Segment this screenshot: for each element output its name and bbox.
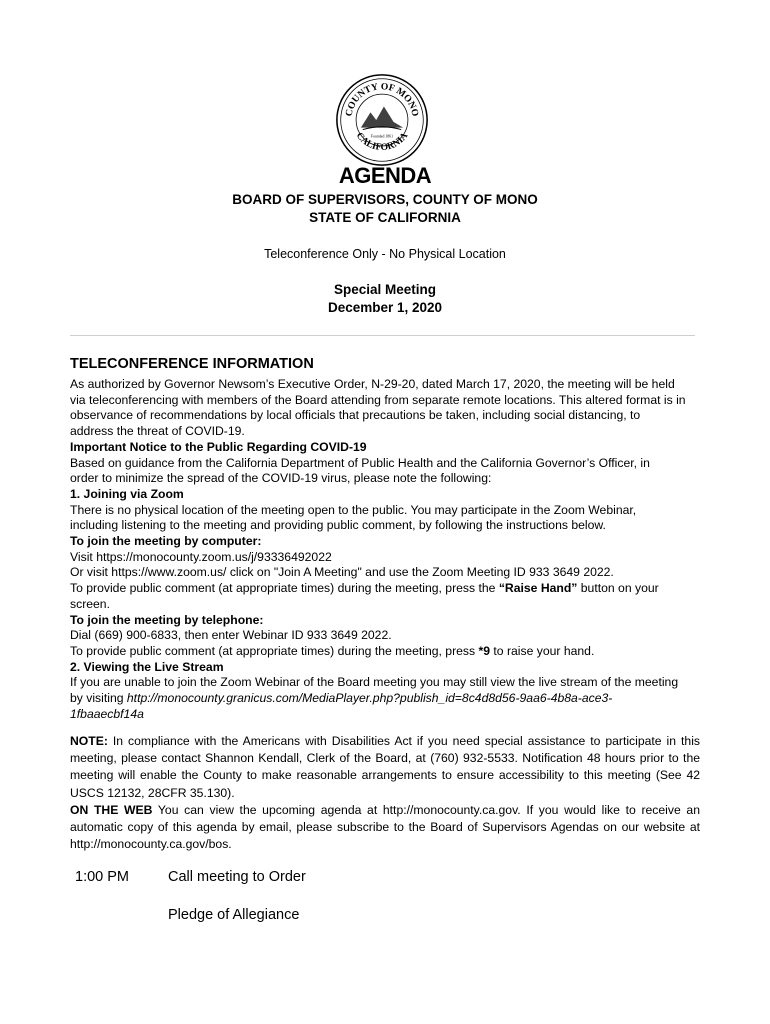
notice-heading: Important Notice to the Public Regarding COVID-19	[70, 439, 367, 454]
notice-line: order to minimize the spread of the COVID-19 virus, please note the following:	[70, 471, 492, 486]
notice-line: Based on guidance from the California Department of Public Health and the California Governor’s Officer, in	[70, 455, 650, 470]
section-heading-teleconference: TELECONFERENCE INFORMATION	[70, 356, 314, 372]
stream-link-pre: by visiting	[70, 691, 127, 706]
page-title: AGENDA	[338, 163, 432, 188]
stream-link-tail[interactable]: 1fbaaecbf14a	[70, 706, 144, 721]
meeting-location: Teleconference Only - No Physical Location	[264, 247, 506, 261]
zoom-alt-text: Or visit https://www.zoom.us/ click on "Join A Meeting" and use the Zoom Meeting ID 933 3649 2022.	[70, 565, 614, 580]
web-note	[70, 802, 700, 854]
teleconference-body	[70, 377, 700, 722]
intro-line: observance of recommendations by local officials that precautions be taken, including social distancing, to	[70, 408, 641, 423]
zoom-heading: 1. Joining via Zoom	[70, 486, 184, 501]
raise-hand-label: “Raise Hand”	[498, 581, 578, 596]
meeting-date: December 1, 2020	[327, 300, 443, 315]
phone-comment-post: to raise your hand.	[490, 643, 595, 658]
agenda-time: 1:00 PM	[75, 869, 129, 885]
computer-comment	[70, 581, 700, 597]
phone-comment-pre: To provide public comment (at appropriate times) during the meeting, press	[70, 643, 479, 658]
state-name: STATE OF CALIFORNIA	[309, 210, 461, 225]
stream-heading: 2. Viewing the Live Stream	[70, 659, 224, 674]
agenda-item-call-to-order: Call meeting to Order	[168, 869, 306, 885]
web-label: ON THE WEB	[70, 802, 153, 817]
computer-comment-post: button on your	[577, 581, 659, 596]
county-seal-logo	[334, 72, 430, 168]
divider	[70, 335, 695, 336]
zoom-line: There is no physical location of the meeting open to the public. You may participate in the Zoom Webinar,	[70, 502, 637, 517]
agenda-item-pledge: Pledge of Allegiance	[168, 907, 300, 923]
star-nine-label: *9	[478, 643, 491, 658]
svg-text:CALIFORNIA: CALIFORNIA	[353, 130, 411, 154]
intro-line: address the threat of COVID-19.	[70, 424, 245, 439]
board-name: BOARD OF SUPERVISORS, COUNTY OF MONO	[232, 192, 538, 207]
meeting-type: Special Meeting	[333, 282, 437, 297]
computer-comment-pre: To provide public comment (at appropriate times) during the meeting, press the	[70, 581, 499, 596]
notes-section	[70, 733, 700, 853]
note-text: In compliance with the Americans with Disabilities Act if you need special assistance to participate in this meeting, please contact Shannon Kendall, Clerk of the Board, at (760) 932-5533. Notification 48 hours prior to the meeting will enable the County to make reasonable arrangements to ensure accessibility to this meeting (See 42 USCS 12132, 28CFR 35.130).	[70, 734, 700, 800]
intro-line: As authorized by Governor Newsom’s Executive Order, N-29-20, dated March 17, 2020, the meeting will be held	[70, 377, 675, 391]
svg-text:COUNTY OF MONO: COUNTY OF MONO	[343, 81, 421, 118]
web-text: You can view the upcoming agenda at http://monocounty.ca.gov. If you would like to receive an automatic copy of this agenda by email, please subscribe to the Board of Supervisors Agendas on our website at http://monocounty.ca.gov/bos.	[70, 802, 700, 852]
phone-comment	[70, 644, 700, 660]
phone-heading: To join the meeting by telephone:	[70, 612, 264, 627]
intro-line: via teleconferencing with members of the Board attending from separate remote locations. This altered format is in	[70, 392, 686, 407]
stream-link[interactable]: http://monocounty.granicus.com/MediaPlayer.php?publish_id=8c4d8d56-9aa6-4b8a-ace3-	[126, 691, 613, 706]
zoom-line: including listening to the meeting and providing public comment, by following the instructions below.	[70, 518, 606, 533]
stream-link-line	[70, 691, 700, 707]
ada-note	[70, 733, 700, 802]
note-label: NOTE:	[70, 734, 108, 748]
computer-heading: To join the meeting by computer:	[70, 534, 262, 549]
computer-comment-tail: screen.	[70, 596, 110, 611]
phone-dial: Dial (669) 900-6833, then enter Webinar ID 933 3649 2022.	[70, 628, 392, 643]
stream-line: If you are unable to join the Zoom Webinar of the Board meeting you may still view the live stream of the meeting	[70, 675, 679, 690]
zoom-link-text: Visit https://monocounty.zoom.us/j/93336492022	[70, 549, 332, 564]
svg-text:Founded 1861: Founded 1861	[370, 134, 394, 139]
